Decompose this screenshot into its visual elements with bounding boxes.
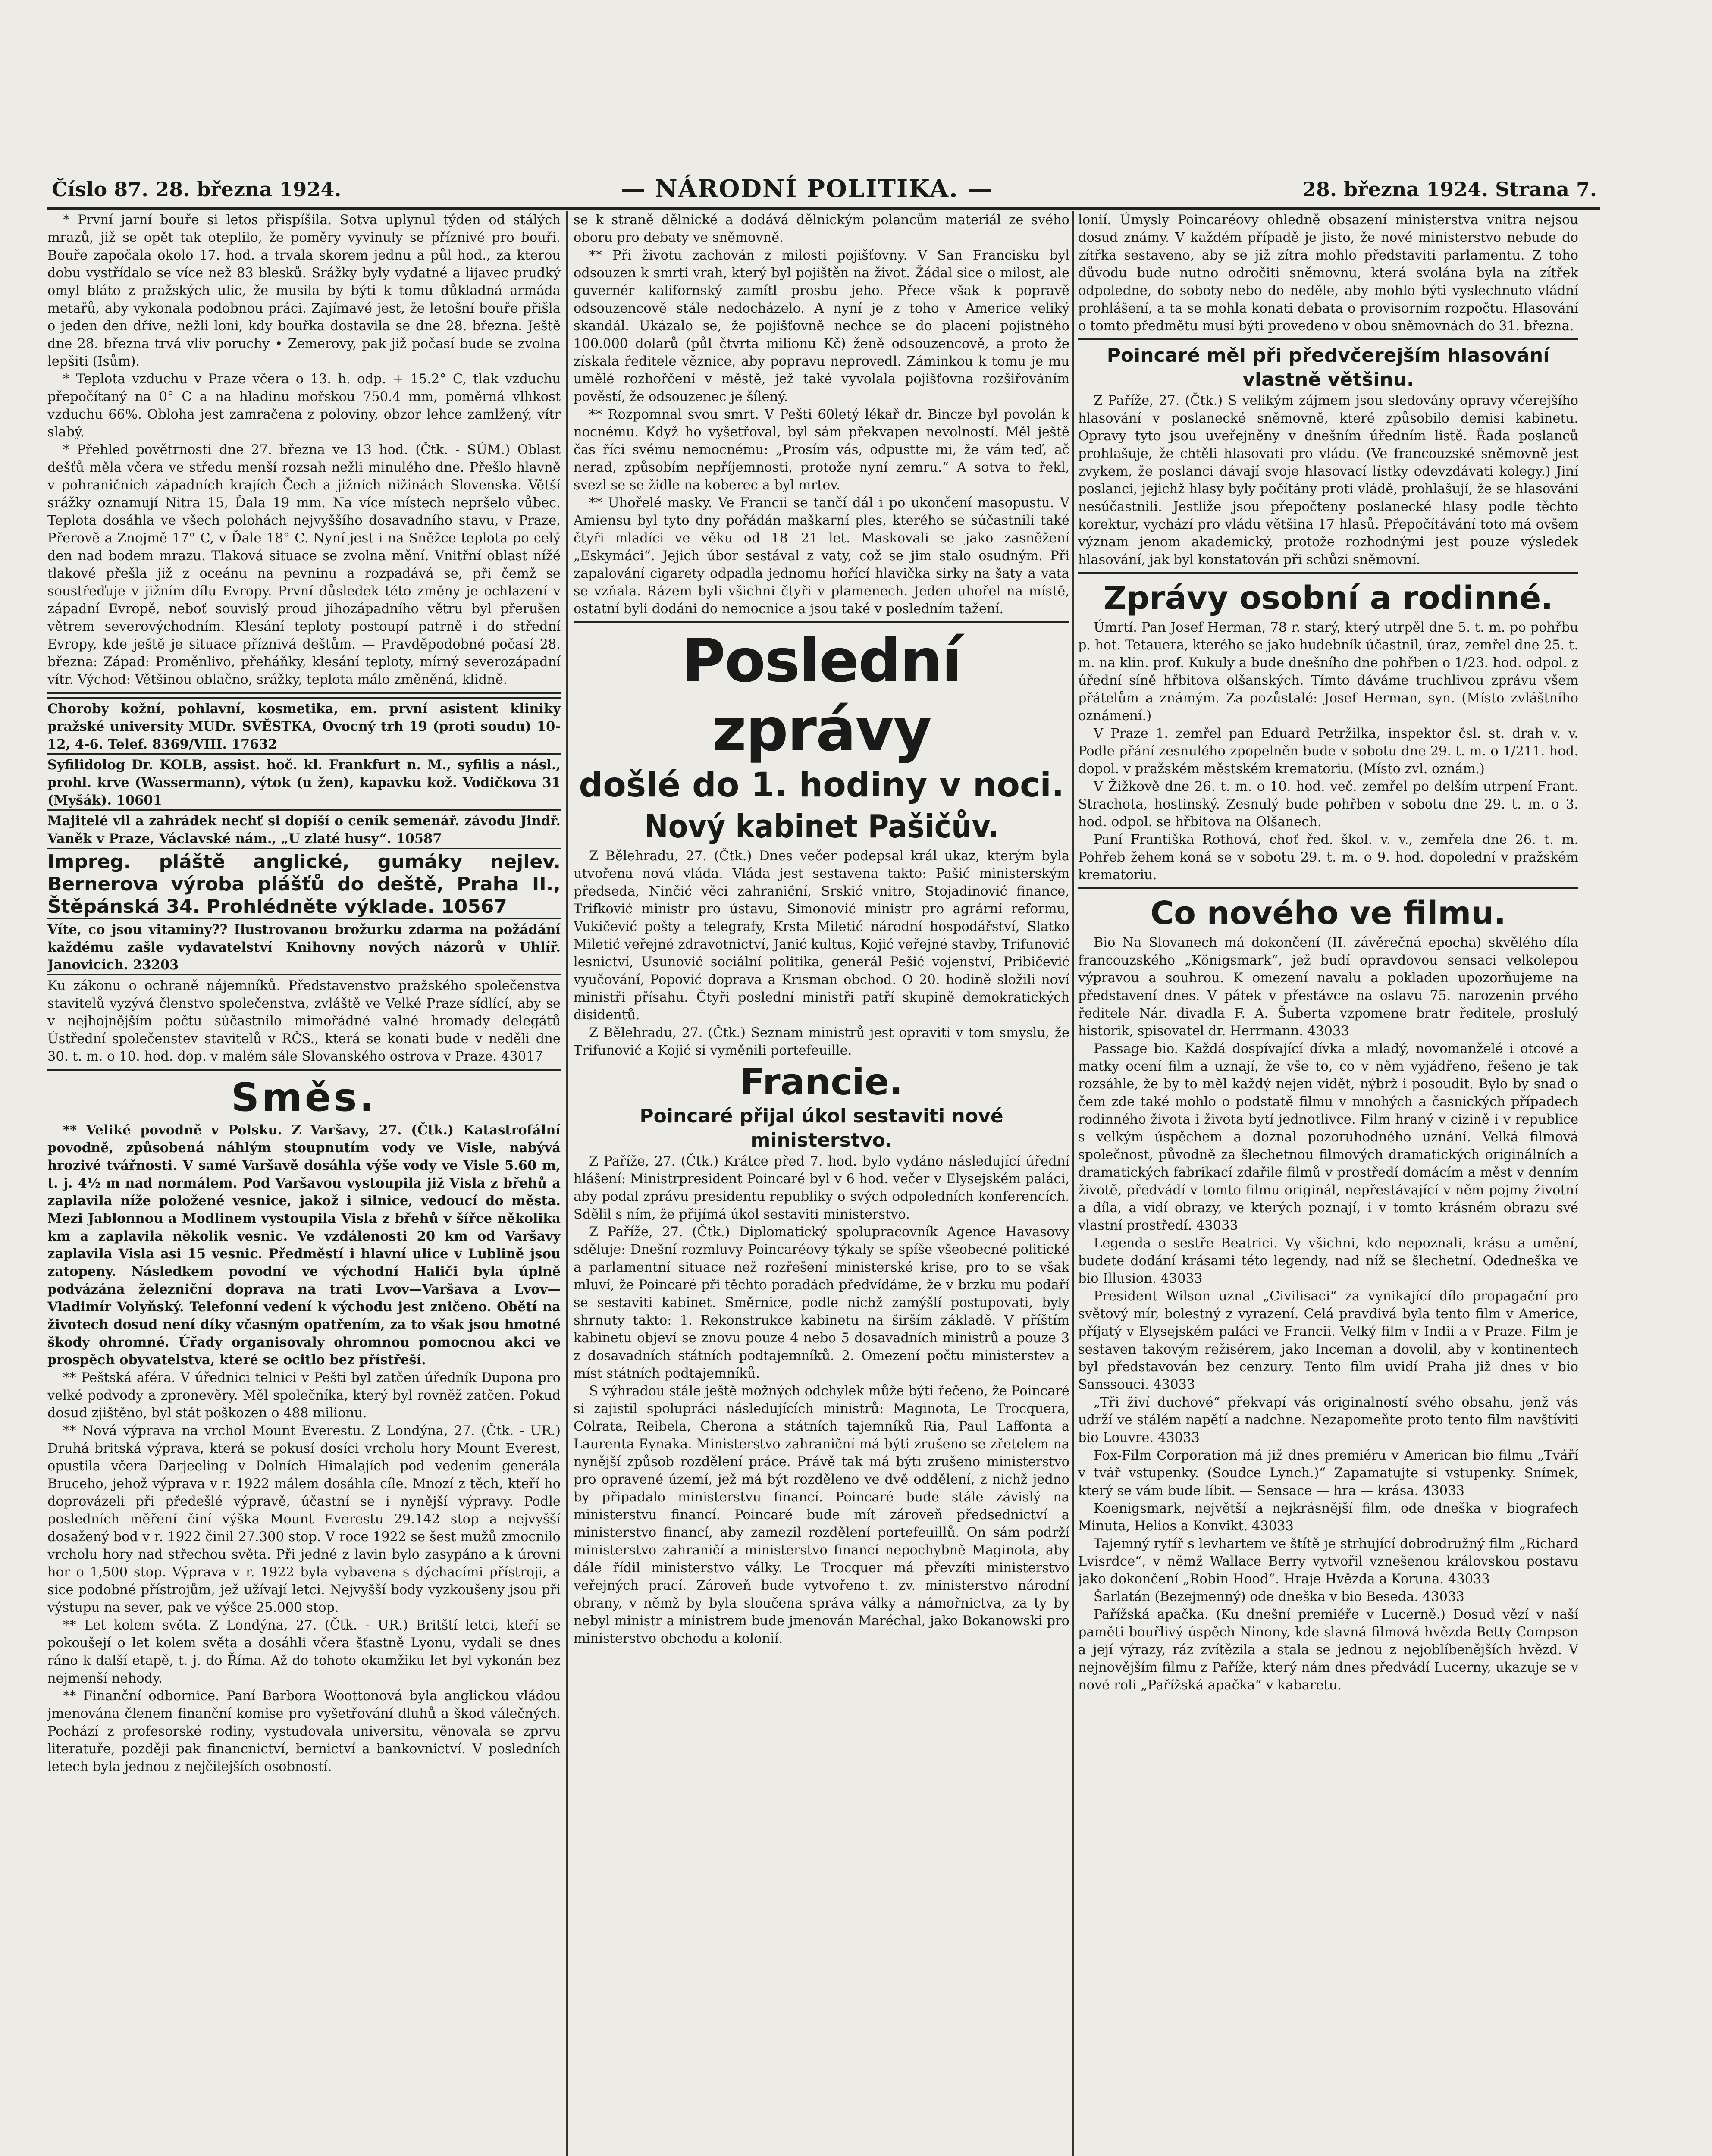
film-notice: Bio Na Slovanech má dokončení (II. závěrečná epocha) skvělého díla francouzského „Königsmark“, jež budí opravdovou sensaci velkolepou výpravou a souhrou. K omezení navalu a pokladen upozorňujeme na představení dnes. V pátek v přestávce na oslavu 75. narozenin prvého ředitele Nár. divadla F. A. Šuberta vzpomene bratr ředitele, proslulý historik, spisovatel dr. Herrmann. 43033 (1078, 935, 1578, 1039)
film-notice: Šarlatán (Bezejmenný) ode dneška v bio Beseda. 43033 (1094, 1589, 1464, 1604)
article-pojistovna: ** Při životu zachován z milosti pojišťovny. V San Francisku byl odsouzen k smrti vrah, který byl pojištěn na život. Žádal sice o milost, ale guvernér kalifornský zamítl prosbu jeho. Přece však k popravě odsouzencově stále nedocházelo. A nyní je z toho v Americe veliký skandál. Ukázalo se, že pojišťovně nechce se do placení pojistného 100.000 dolarů (půl čtvrta milionu Kč) ženě odsouzencově, a proto že získala ředitele věznice, aby popravu neprovedl. Záminkou k tomu je mu umělé rozhořčení v městě, jež také vyvolala pojišťovna rozšiřováním pověstí, že odsouzenec je šílený. (574, 248, 1069, 404)
ad-vitaminy: Víte, co jsou vitaminy?? Ilustrovanou brožurku zdarma na požádání každému zašle vydavatelství Knihovny nových názorů v Uhlíř. Janovicích. 23203 (47, 918, 561, 974)
article-povetrnost: * Přehled povětrnosti dne 27. března ve 13 hod. (Čtk. - SÚM.) Oblast dešťů měla včera ve středu menší rozsah nežli minulého dne. Přešlo hlavně v pohraničních západních krajích Čech a jižních nižinách Slovenska. Větší srážky oznamují Nitra 15, Ďala 19 mm. Na více místech nepršelo vůbec. Teplota dosáhla ve všech polohách nejvyššího dosavadního stavu, v Praze, Přerově a Znojmě 17° C, v Ďale 18° C. Nyní jest i na Sněžce teplota po celý den nad bodem mrazu. Tlaková situace se zvolna mění. Vnitřní oblast nížé tlakové přešla již z oceánu na pevninu a rozpadává se, při čemž se soustřeďuje v jižním dílu Evropy. První důsledek této změny je ochlazení v západní Evropě, neboť souvislý proud jihozápadního větru byl přerušen větrem severovýchodním. Klesání teploty postoupí patrně i do střední Evropy, kde ještě je situace příznivá deštům. — Pravděpodobné počasí 28. března: Západ: Proměnlivo, přeháňky, klesání teploty, mírný severozápadní vítr. Východ: Většinou oblačno, srážky, teplota málo změněná, klidně. (47, 442, 561, 687)
masthead: — NÁRODNÍ POLITIKA. — (621, 175, 993, 203)
ad-kolb: Syfilidolog Dr. KOLB, assist. hoč. kl. Frankfurt n. M., syfilis a násl., prohl. krve (Wassermann), výtok (u žen), kapavku kož. Vodičkova 31 (Myšák). 10601 (47, 753, 561, 809)
film-notice: „Tři živí duchové“ překvapí vás originalností svého obsahu, jenž vás udrží ve stálém napětí a nadchne. Nezapomeňte proto tento film navštíviti bio Louvre. 43033 (1078, 1395, 1578, 1445)
divider (574, 621, 1069, 623)
article-odbornice: ** Finanční odbornice. Paní Barbora Woottonová byla anglickou vládou jmenována členem finanční komise pro vyšetřování dluhů a škod válečných. Pochází z profesorské rodiny, vystudovala universitu, věnovala se zprvu literatuře, později pak financnictví, bernictví a bankovnictví. V posledních letech byla jednou z nejčilejších osobností. (47, 1689, 561, 1774)
film-notice: Fox-Film Corporation má již dnes premiéru v American bio filmu „Tváří v tvář vstupenky. (Soudce Lynch.)“ Zapamatujte si vstupenky. Snímek, který se vám bude líbit. — Sensace — hra — krása. 43033 (1078, 1448, 1578, 1498)
headline-francie: Francie. (740, 1061, 903, 1103)
page-date: 28. března 1924. Strana 7. (1302, 178, 1597, 201)
obituary: V Praze 1. zemřel pan Eduard Petržilka, inspektor čsl. st. drah v. v. Podle přání zesnulého zpopelněn bude v sobotu dne 29. t. m. o 1/211. hod. dopol. v pražském městském krematoriu. (Místo zvl. oznám.) (1078, 726, 1578, 777)
ad-svestka: Choroby kožní, pohlavní, kosmetika, em. první asistent kliniky pražské university MUDr. SVĚSTKA, Ovocný trh 19 (proti soudu) 10-12, 4-6. Telef. 8369/VIII. 17632 (47, 697, 561, 753)
ad-najemnici: Ku zákonu o ochraně nájemníků. Představenstvo pražského společenstva stavitelů vyzývá členstvo společenstva, zvláště ve Velké Praze sídlící, aby se v nejhojnějším počtu súčastnilo mimořádné valné hromady delegátů Ústřední společenstev stavitelů v RČS., která se konati bude v neděli dne 30. t. m. o 10. hod. dop. v malém sále Slovanského ostrova v Praze. 43017 (47, 974, 561, 1065)
section-title-osobni: Zprávy osobní a rodinné. (1103, 580, 1553, 617)
column-divider (566, 211, 568, 2156)
obituary: Paní Františka Rothová, choť řed. škol. v. v., zemřela dne 26. t. m. Pohřeb žehem koná se v sobotu 29. t. m. o 9. hod. dopolední v pražském krematoriu. (1078, 832, 1578, 883)
article-francie-3: S výhradou stále ještě možných odchylek může býti řečeno, že Poincaré si zajistil spolupráci následujících ministrů: Maginota, Le Trocquera, Colrata, Reibela, Cherona a státních tajemníků Ria, Paul Laffonta a Laurenta Eynaka. Ministerstvo zahraniční má býti zrušeno se zřetelem na nynější způsob rozdělení práce. Právě tak má býti zrušeno ministerstvo pro opravené území, jež má být rozděleno ve dvě oddělení, z nichž jedno by připadalo ministerstvu financí. Poincaré bude stále závislý na ministerstvu financí. Poincaré bude mít zároveň předsednictví a ministerstvo financí, aby zamezil rozdělení portefeuillů. On sám podrží ministerstvo zahraničí a ministerstvo financí nepochybně Maginota, aby dále řídil ministerstvo války. Le Trocquer má převzíti ministerstvo veřejných prací. Zároveň bude vytvořeno t. zv. ministerstvo národní obrany, v němž by byla sloučena správa války a námořnictva, za ty by nebyl ministr a ministrem bude jmenován Maréchal, jako Bokanowski pro ministerstvo obchodu a kolonií. (574, 1384, 1069, 1646)
article-kabinet: Z Bělehradu, 27. (Čtk.) Dnes večer podepsal král ukaz, kterým byla utvořena nová vláda. Vláda jest sestavena takto: Pašić ministerským předseda, Ninčić věci zahraniční, Srskić vnitro, Stojadinović finance, Trifković ministr pro ústavu, Simonović ministr pro agrární reformu, Vukičević pošty a telegrafy, Krsta Miletić národní hospodářství, Slatko Miletić veřejné zdravotnictví, Janić kultus, Kojić veřejné stavby, Trifunović lesnictví, Usunović sociální politika, generál Pešić vojenství, Pribičević vyučování, Popović doprava a Krisman obchod. O 20. hodině složili noví ministři přísahu. Čtyři poslední ministři patří skupině demokratických disidentů. (574, 849, 1069, 1023)
ad-impreg: Impreg. pláště anglické, gumáky nejlev. Bernerova výroba plášťů do deště, Praha II., Štěpánská 34. Prohlédněte výklade. 10567 (47, 848, 561, 918)
column-2 (574, 211, 1069, 2156)
article-continued: lonií. Úmysly Poincaréovy ohledně obsazení ministerstva vnitra nejsou dosud známy. V každém případě je jisto, že nové ministerstvo nebude do zítřka sestaveno, aby se již zítra mohlo představiti parlamentu. Z toho důvodu bude nutno odročiti sněmovnu, která svolána byla na zítřek odpoledne, do soboty nebo do neděle, aby mohlo býti vyslechnuto vládní prohlášení, a ta se mohla konati debata o provisorním rozpočtu. Hlasování o tomto předmětu musí býti provedeno v obou sněmovnách do 31. března. (1078, 213, 1578, 334)
divider (1078, 887, 1578, 889)
section-title-posledni: Poslední zprávy (682, 626, 961, 765)
section-title-smes: Směs. (231, 1075, 377, 1120)
article-continued: se k straně dělnické a dodává dělnickým polancům materiál ze svého oboru pro debaty ve sněmovně. (574, 213, 1069, 245)
article-bourka: * První jarní bouře si letos přispíšila. Sotva uplynul týden od stálých mrazů, již se opět tak oteplilo, že poměry vyvinuly se příznivé pro bouři. Bouře započala okolo 17. hod. a trvala skorem jednu a půl hod., za kterou dobu vystřídalo se více než 83 blesků. Srážky byly vydatné a lijavec prudký omyl bláto z pražských ulic, že musila by býti k tomu důkladná armáda metařů, aby vykonala podobnou práci. Zajímavé jest, že letošní bouře přišla o jeden den dříve, nežli loni, kdy bouřka dostavila se dne 28. března. Ještě dne 28. března trvá vliv poruchy • Zemerovy, pak již počasí bude se zvolna lepšiti (Isům). (47, 213, 561, 369)
issue-number: Číslo 87. 28. března 1924. (52, 178, 342, 201)
ad-vanek: Majitelé vil a zahrádek nechť si dopíší o ceník semenář. závodu Jindř. Vaněk v Praze, Václavské nám., „U zlaté husy“. 10587 (47, 809, 561, 848)
article-teplota: * Teplota vzduchu v Praze včera o 13. h. odp. + 15.2° C, tlak vzduchu přepočítaný na 0° C a na hladinu mořskou 750.4 mm, poměrná vlhkost vzduchu 66%. Obloha jest zamračena z poloviny, obzor lehce zamlžený, vítr slabý. (47, 372, 561, 440)
article-let: ** Let kolem světa. Z Londýna, 27. (Čtk. - UR.) Britští letci, kteří se pokoušejí o let kolem světa a dosáhli včera šťastně Lyonu, vydali se dnes ráno k další etapě, t. j. do Říma. Až do tohoto okamžiku let byl vykonán bez nejmenší nehody. (47, 1618, 561, 1686)
article-peststka: ** Peštská aféra. V úřednici telnici v Pešti byl zatčen úředník Dupona pro velké podvody a zpronevěry. Měl společníka, který byl rovněž zatčen. Pokud dosud zjištěno, byl stát poškozen o 488 milionu. (47, 1370, 561, 1421)
column-3 (1078, 211, 1578, 2156)
article-everest: ** Nová výprava na vrchol Mount Everestu. Z Londýna, 27. (Čtk. - UR.) Druhá britská výprava, která se pokusí dosíci vrcholu hory Mount Everest, opustila včera Darjeeling v Dolních Himalajích pod vedením generála Bruceho, jehož výprava v r. 1922 málem dosáhla cíle. Mnozí z těch, kteří ho doprovázeli při předešlé výpravě, účastní se i nynější výpravy. Podle posledních měření činí výška Mount Everestu 29.142 stop a nejvyšší dosažený bod v r. 1922 činil 27.300 stop. V roce 1922 se šest mužů zmocnilo vrcholu hory nad střechou světa. Při jedné z lavin bylo zasypáno a k úrovni hor o 1,500 stop. Výprava v r. 1922 byla vybavena s dýchacími přístroji, a sice podobné přístrojům, jež užívají letci. Nejvyšší body vyzkoušeny jsou při výstupu na sever, pak ve výšce 25.000 stop. (47, 1423, 561, 1615)
header-rule (47, 207, 1600, 210)
divider (1078, 572, 1578, 574)
article-povodne: ** Veliké povodně v Polsku. Z Varšavy, 27. (Čtk.) Katastrofální povodně, způsobená náhlým stoupnutím vody ve Visle, nabývá hrozivé tvářnosti. V samé Varšavě dosáhla výše vody ve Visle 5.60 m, t. j. 4½ m nad normálem. Pod Varšavou vystoupila již Visla z břehů a zaplavila níže položené vesnice, jakož i silnice, vedoucí do města. Mezi Jablonnou a Modlinem vystoupila Visla z břehů v šířce několika km a zaplavila několik vesnic. Ve vzdálenosti 20 km od Varšavy zaplavila Visla asi 15 vesnic. Předměstí i hlavní ulice v Lublině jsou zatopeny. Následkem povodní ve východní Haliči byla úplně podvázána železniční doprava na trati Lvov—Varšava a Lvov—Vladimír Volyňský. Telefonní vedení k východu jest zničeno. Obětí na životech dosud není díky včasným opatřením, za to však jsou hmotné škody ohromné. Úřady organisovaly ohromnou pomocnou akci ve prospěch obyvatelstva, které se ocitlo bez přístřeší. (47, 1122, 561, 1368)
article-kabinet-2: Z Bělehradu, 27. (Čtk.) Seznam ministrů jest opraviti v tom smyslu, že Trifunović a Kojić si vyměnili portefeuille. (574, 1025, 1069, 1058)
column-divider (1072, 211, 1074, 2156)
subheadline-poincare: Poincaré přijal úkol sestaviti nové ministerstvo. (640, 1105, 1003, 1151)
divider (47, 692, 561, 694)
article-masky: ** Uhořelé masky. Ve Francii se tančí dál i po ukončení masopustu. V Amiensu byl tyto dny pořádán maškarní ples, kterého se súčastnili také čtyři mladíci ve věku od 18—21 let. Maskovali se jako zasněžení „Eskymáci“. Jejich úbor sestával z vaty, což se jim stalo osudným. Při zapalování cigarety odpadla jednomu hořící hlavička sirky na šaty a vata se vzňala. Rázem byli všichni čtyři v plamenech. Jeden uhořel na místě, ostatní byli dodáni do nemocnice a jsou také v posledním tažení. (574, 495, 1069, 617)
obituary: Úmrtí. Pan Josef Herman, 78 r. starý, který utrpěl dne 5. t. m. po pohřbu p. hot. Tetauera, kterého se jako hudebník účastnil, úraz, zemřel dne 25. t. m. na klin. prof. Kukuly a bude dnešního dne pohřben o 1/23. hod. odpol. z úřední síně hřbitova olšanských. Tímto dáváme truchlivou zprávu všem přátelům a známým. Za pozůstalé: Josef Herman, syn. (Místo zvláštního oznámení.) (1078, 620, 1578, 724)
divider (1078, 338, 1578, 340)
article-francie-1: Z Paříže, 27. (Čtk.) Krátce před 7. hod. bylo vydáno následující úřední hlášení: Ministrpresident Poincaré byl v 6 hod. večer v Elysejském paláci, aby podal zprávu presidentu republiky o svých odpoledních konferencích. Sdělil s ním, že přijímá úkol sestaviti ministerstvo. (574, 1154, 1069, 1222)
article-hlasovani: Z Paříže, 27. (Čtk.) S velikým zájmem jsou sledovány opravy včerejšího hlasování v poslanecké sněmovně, které způsobilo demisi kabinetu. Opravy tyto jsou uveřejněny v dnešním úředním listě. Řada poslanců prohlašuje, že chtěli hlasovati pro vládu. (Ve francouzské sněmovně jest zvykem, že poslanci dávají svoje hlasovací lístky odevzdávati kolegy.) Jiní poslanci, jejichž hlasy byly počítány proti vládě, prohlašují, že se hlasování nesúčastnili. Jestliže jsou přepočteny poslanecké hlasy podle těchto korektur, vychází pro vládu většina 17 hlasů. Přepočítávání toto má ovšem význam jenom akademický, protože rozhodnými jest pouze výsledek hlasování, jak byl konstatován při schůzi sněmovní. (1078, 393, 1578, 567)
film-notice: President Wilson uznal „Civilisaci“ za vynikající dílo propagační pro světový mír, bolestný z vyrazení. Celá pravdivá byla tento film v Americe, příjatý v Elysejském paláci ve Francii. Velký film v Indii a v Praze. Film je sestaven takovým režisérem, jako Inceman a dovolil, aby v kontinentech byl představován bez cenzury. Tento film uvidí Praha již dnes v bio Sanssouci. 43033 (1078, 1289, 1578, 1392)
film-notice: Koenigsmark, největší a nejkrásnější film, ode dneška v biografech Minuta, Helios a Konvikt. 43033 (1078, 1501, 1578, 1534)
article-smrt: ** Rozpomnal svou smrt. V Pešti 60letý lékař dr. Bincze byl povolán k nocnému. Když ho vyšetřoval, byl sám překvapen nevolností. Měl ještě čas říci svému nemocnému: „Prosím vás, odpustte mi, že vám teď, ač nerad, způsobím nepříjemnosti, protože nyní zemru.“ A sotva to řekl, svezl se se židle na koberec a byl mrtev. (574, 407, 1069, 493)
film-notice: Passage bio. Každá dospívající dívka a mladý, novomanželé i otcové a matky ocení film a uznají, že vše to, co v něm vyjádřeno, řešeno je tak rozsáhle, že by to měl každý nejen vidět, nýbrž i posoudit. Bylo by snad o čem zde také mohlo o podstatě filmu v mnohých a časnických případech rodinného života i života bytí jednotlivce. Film hraný v cizině i v republice s velkým úspěchem a doznal pozoruhodného uznání. Velká filmová společnost, původně za šlechetnou filmových dramatických originálních a dramatických fabrikací zdařile filmů v prostředí domácím a měst v denním životě, předvádí v tomto filmu originál, nepřestávající v něm pojmy životní a díla, a vidí obrazy, ve kterých poznají, i v tomto krásném obrazu své vlastní prostředí. 43033 (1078, 1041, 1578, 1233)
film-notice: Tajemný rytíř s levhartem ve štítě je strhující dobrodružný film „Richard Lvisrdce“, v němž Wallace Berry vytvořil vznešenou královskou postavu jako dokončení „Robin Hood“. Hraje Hvězda a Koruna. 43033 (1078, 1536, 1578, 1587)
headline-kabinet: Nový kabinet Pašičův. (644, 808, 999, 845)
section-title-film: Co nového ve filmu. (1150, 895, 1506, 932)
film-notice: Legenda o sestře Beatrici. Vy všichni, kdo nepoznali, krásu a umění, budete dodání krásami této legendy, nad níž se šlechetní. Odedneška ve bio Illusion. 43033 (1078, 1236, 1578, 1286)
divider (47, 1069, 561, 1071)
section-subtitle: došlé do 1. hodiny v noci. (579, 766, 1064, 805)
headline-hlasovani: Poincaré měl při předvčerejším hlasování vlastně většinu. (1107, 345, 1550, 391)
film-notice: Pařížská apačka. (Ku dnešní premiéře v Lucerně.) Dosud vězí v naší paměti bouřlivý úspěch Ninony, kde slavná filmová hvězda Betty Compson a její výrazy, ráz zvítězila a stala se jednou z nejoblíbenějších hvězd. V nejnovějším filmu z Paříže, který nám dnes předvádí Lucerny, ukazuje se v nové roli „Pařížská apačka“ v kabaretu. (1078, 1607, 1578, 1693)
article-francie-2: Z Paříže, 27. (Čtk.) Diplomatický spolupracovník Agence Havasovy sděluje: Dnešní rozmluvy Poincaréovy týkaly se spíše všeobecné politické a parlamentní situace než rozřešení ministerské krise, pro to se však mluví, že Poincaré při těchto poradách předvídáme, že v brzku mu podaří se sestaviti kabinet. Směrnice, podle nichž zamýšlí postupovati, byly shrnuty takto: 1. Rekonstrukce kabinetu na širším základě. V příštím kabinetu objeví se znovu pouze 4 nebo 5 dosavadních ministrů a pouze 3 z dosavadních státních podtajemníků. 2. Omezení počtu ministerstev a míst státních podtajemníků. (574, 1225, 1069, 1381)
obituary: V Žižkově dne 26. t. m. o 10. hod. več. zemřel po delším utrpení Frant. Strachota, hostinský. Zesnulý bude pohřben v sobotu dne 29. t. m. o 3. hod. odpol. se hřbitova na Olšanech. (1078, 779, 1578, 830)
column-1 (47, 211, 561, 2156)
